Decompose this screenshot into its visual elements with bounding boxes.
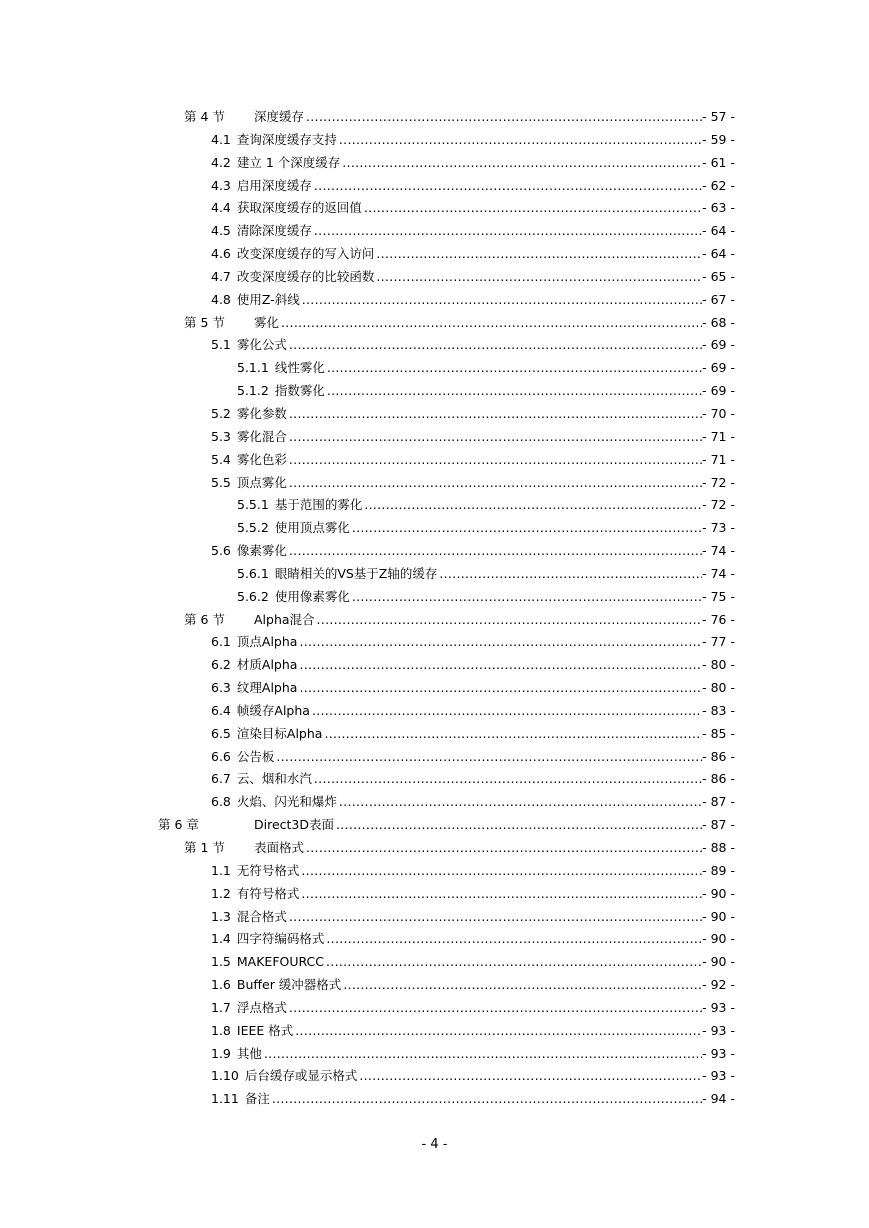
toc-entry-title: 查询深度缓存支持 [236,131,337,147]
toc-entry-number: 5.5 [211,474,231,490]
toc-entry-sub[interactable] [0,472,869,495]
dot-leader [324,951,702,974]
dot-leader [299,860,702,883]
toc-entry-page: - 87 - [702,794,735,810]
toc-entry-number: 5.6.2 [237,588,269,604]
toc-entry-title: 雾化 [254,314,280,330]
toc-entry-number: 1.2 [211,885,231,901]
toc-entry-title: 帧缓存Alpha [236,702,310,718]
toc-entry-sub[interactable] [0,243,869,266]
toc-entry-sub[interactable] [0,860,869,883]
toc-entry-page: - 70 - [702,405,735,421]
toc-entry-number: 1.4 [211,931,231,947]
toc-entry-page: - 90 - [702,931,735,947]
toc-entry-sub[interactable] [0,1088,869,1111]
toc-entry-title: 公告板 [236,748,275,764]
toc-entry-page: - 86 - [702,748,735,764]
toc-entry-subsub[interactable] [0,586,869,609]
toc-entry-page: - 94 - [702,1091,735,1107]
toc-entry-sub[interactable] [0,152,869,175]
toc-entry-title: 四字符编码格式 [236,931,325,947]
dot-leader [437,563,702,586]
toc-entry-number: 6.2 [211,657,231,673]
dot-leader [337,129,702,152]
dot-leader [350,517,702,540]
toc-entry-title: 渲染目标Alpha [236,725,323,741]
toc-entry-title: Direct3D表面 [254,817,335,833]
toc-entry-title: 指数雾化 [274,383,325,399]
toc-entry-number: 6.5 [211,725,231,741]
toc-entry-title: 雾化色彩 [236,451,287,467]
toc-entry-title: 云、烟和水汽 [236,771,312,787]
toc-entry-number: 5.6.1 [237,565,269,581]
toc-entry-number: 5.6 [211,543,231,559]
toc-entry-number: 4.2 [211,154,231,170]
dot-leader [350,586,702,609]
toc-entry-sub[interactable] [0,997,869,1020]
toc-entry-number: 6.4 [211,702,231,718]
toc-entry-section[interactable] [0,837,869,860]
dot-leader [357,1065,702,1088]
toc-entry-sub[interactable] [0,951,869,974]
toc-entry-title: 其他 [236,1045,262,1061]
dot-leader [362,494,702,517]
toc-entry-sub[interactable] [0,791,869,814]
toc-entry-page: - 69 - [702,360,735,376]
toc-entry-sub[interactable] [0,1020,869,1043]
toc-entry-number: 1.1 [211,862,231,878]
dot-leader [297,631,702,654]
toc-entry-number: 第 5 节 [184,314,225,330]
toc-entry-subsub[interactable] [0,380,869,403]
dot-leader [299,883,702,906]
toc-entry-title: 使用Z-斜线 [236,291,300,307]
toc-entry-number: 第 4 节 [184,109,225,124]
toc-entry-number: 第 6 节 [184,611,225,627]
toc-entry-page: - 75 - [702,588,735,604]
dot-leader [279,312,702,335]
toc-entry-page: - 83 - [702,702,735,718]
toc-entry-page: - 72 - [702,497,735,513]
toc-entry-page: - 74 - [702,543,735,559]
toc-entry-title: 雾化参数 [236,405,287,421]
toc-entry-title: 使用像素雾化 [274,588,350,604]
toc-entry-sub[interactable] [0,928,869,951]
toc-entry-sub[interactable] [0,175,869,198]
dot-leader [312,175,702,198]
toc-entry-sub[interactable] [0,631,869,654]
dot-leader [304,837,702,860]
toc-entry-page: - 64 - [702,223,735,239]
toc-entry-sub[interactable] [0,197,869,220]
toc-entry-page: - 76 - [702,611,735,627]
toc-entry-title: 表面格式 [254,840,305,855]
toc-entry-sub[interactable] [0,700,869,723]
dot-leader [324,928,702,951]
toc-entry-page: - 69 - [702,383,735,399]
toc-entry-number: 1.5 [211,954,231,970]
dot-leader [300,289,702,312]
toc-entry-page: - 73 - [702,520,735,536]
toc-entry-title: 材质Alpha [236,657,298,673]
toc-entry-page: - 80 - [702,657,735,673]
toc-entry-number: 第 6 章 [158,817,199,833]
dot-leader [270,1088,702,1111]
toc-entry-number: 5.5.2 [237,520,269,536]
toc-entry-page: - 69 - [702,337,735,353]
toc-entry-page: - 93 - [702,1068,735,1084]
dot-leader [287,403,702,426]
toc-entry-page: - 67 - [702,291,735,307]
dot-leader [287,449,702,472]
toc-entry-page: - 61 - [702,154,735,170]
toc-entry-page: - 64 - [702,246,735,262]
dot-leader [362,197,702,220]
toc-entry-title: 备注 [244,1091,270,1107]
toc-entry-title: 清除深度缓存 [236,223,312,239]
toc-entry-number: 1.10 [211,1068,239,1084]
toc-entry-number: 1.3 [211,908,231,924]
toc-entry-title: MAKEFOURCC [236,954,325,970]
page-number: - 4 - [421,1137,448,1152]
toc-entry-title: 深度缓存 [254,109,305,124]
toc-entry-title: 改变深度缓存的比较函数 [236,268,375,284]
toc-entry-title: 使用顶点雾化 [274,520,350,536]
toc-entry-title: 改变深度缓存的写入访问 [236,246,375,262]
toc-entry-subsub[interactable] [0,494,869,517]
toc-entry-page: - 71 - [702,451,735,467]
dot-leader [293,1020,702,1043]
toc-entry-number: 5.1 [211,337,231,353]
toc-entry-page: - 87 - [702,817,735,833]
toc-entry-number: 1.7 [211,999,231,1015]
toc-entry-number: 5.3 [211,428,231,444]
toc-entry-sub[interactable] [0,403,869,426]
toc-entry-title: 眼睛相关的VS基于Z轴的缓存 [274,565,438,581]
toc-entry-sub[interactable] [0,334,869,357]
toc-entry-page: - 93 - [702,1022,735,1038]
toc-entry-page: - 74 - [702,565,735,581]
dot-leader [262,1043,702,1066]
toc-entry-page: - 90 - [702,908,735,924]
toc-entry-page: - 93 - [702,1045,735,1061]
toc-entry-title: 纹理Alpha [236,680,298,696]
toc-entry-chapter[interactable] [0,814,869,837]
toc-entry-number: 1.11 [211,1091,239,1107]
dot-leader [312,768,702,791]
toc-entry-title: IEEE 格式 [236,1022,294,1038]
toc-entry-sub[interactable] [0,746,869,769]
dot-leader [274,746,702,769]
toc-entry-title: 混合格式 [236,908,287,924]
toc-entry-page: - 62 - [702,177,735,193]
toc-entry-sub[interactable] [0,266,869,289]
toc-entry-sub[interactable] [0,220,869,243]
toc-entry-sub[interactable] [0,883,869,906]
toc-entry-page: - 93 - [702,999,735,1015]
toc-entry-number: 4.3 [211,177,231,193]
toc-entry-subsub[interactable] [0,517,869,540]
dot-leader [310,700,702,723]
toc-entry-title: 浮点格式 [236,999,287,1015]
toc-entry-section[interactable] [0,312,869,335]
toc-entry-title: 顶点雾化 [236,474,287,490]
toc-entry-page: - 88 - [702,840,735,855]
dot-leader [287,540,702,563]
dot-leader [287,906,702,929]
toc-entry-subsub[interactable] [0,563,869,586]
toc-entry-title: 火焰、闪光和爆炸 [236,794,337,810]
dot-leader [322,723,702,746]
dot-leader [312,220,702,243]
dot-leader [287,426,702,449]
toc-entry-number: 4.6 [211,246,231,262]
dot-leader [304,106,702,129]
toc-entry-number: 5.1.1 [237,360,269,376]
dot-leader [297,654,702,677]
dot-leader [337,791,702,814]
toc-entry-sub[interactable] [0,974,869,997]
dot-leader [287,997,702,1020]
toc-entry-page: - 72 - [702,474,735,490]
toc-entry-title: 获取深度缓存的返回值 [236,200,362,216]
toc-entry-sub[interactable] [0,768,869,791]
toc-entry-number: 5.4 [211,451,231,467]
toc-entry-page: - 90 - [702,885,735,901]
dot-leader [340,152,702,175]
toc-entry-page: - 90 - [702,954,735,970]
toc-entry-title: Alpha混合 [254,611,315,627]
toc-entry-title: 顶点Alpha [236,634,298,650]
toc-entry-sub[interactable] [0,677,869,700]
toc-entry-number: 第 1 节 [184,840,225,855]
toc-entry-number: 6.3 [211,680,231,696]
toc-entry-page: - 57 - [702,109,735,124]
toc-entry-sub[interactable] [0,129,869,152]
dot-leader [287,472,702,495]
dot-leader [341,974,702,997]
toc-entry-page: - 68 - [702,314,735,330]
toc-entry-number: 1.9 [211,1045,231,1061]
toc-entry-title: 有符号格式 [236,885,300,901]
table-of-contents [0,106,869,1111]
toc-entry-title: 雾化混合 [236,428,287,444]
toc-entry-section[interactable] [0,609,869,632]
toc-entry-sub[interactable] [0,1043,869,1066]
toc-entry-sub[interactable] [0,289,869,312]
toc-entry-title: 基于范围的雾化 [274,497,363,513]
dot-leader [334,814,702,837]
dot-leader [297,677,702,700]
toc-entry-number: 4.7 [211,268,231,284]
toc-entry-page: - 63 - [702,200,735,216]
toc-entry-sub[interactable] [0,426,869,449]
dot-leader [325,357,702,380]
toc-entry-subsub[interactable] [0,357,869,380]
toc-entry-number: 6.8 [211,794,231,810]
toc-entry-number: 6.1 [211,634,231,650]
toc-entry-page: - 77 - [702,634,735,650]
dot-leader [315,609,703,632]
toc-entry-page: - 92 - [702,977,735,993]
toc-entry-number: 6.7 [211,771,231,787]
toc-entry-number: 5.2 [211,405,231,421]
toc-entry-page: - 85 - [702,725,735,741]
toc-entry-page: - 71 - [702,428,735,444]
toc-entry-sub[interactable] [0,723,869,746]
toc-entry-page: - 80 - [702,680,735,696]
toc-entry-sub[interactable] [0,449,869,472]
dot-leader [287,334,702,357]
toc-entry-page: - 89 - [702,862,735,878]
toc-entry-number: 4.1 [211,131,231,147]
toc-entry-title: 线性雾化 [274,360,325,376]
toc-entry-number: 4.8 [211,291,231,307]
toc-entry-title: Buffer 缓冲器格式 [236,977,342,993]
toc-entry-number: 4.4 [211,200,231,216]
toc-entry-title: 无符号格式 [236,862,300,878]
toc-entry-number: 4.5 [211,223,231,239]
toc-entry-sub[interactable] [0,906,869,929]
dot-leader [325,380,702,403]
toc-entry-page: - 86 - [702,771,735,787]
toc-entry-number: 1.6 [211,977,231,993]
toc-entry-title: 后台缓存或显示格式 [244,1068,358,1084]
dot-leader [374,243,702,266]
toc-entry-page: - 65 - [702,268,735,284]
toc-entry-title: 雾化公式 [236,337,287,353]
toc-entry-sub[interactable] [0,654,869,677]
toc-entry-sub[interactable] [0,540,869,563]
toc-entry-page: - 59 - [702,131,735,147]
toc-entry-title: 建立 1 个深度缓存 [236,154,341,170]
toc-entry-title: 启用深度缓存 [236,177,312,193]
toc-entry-section[interactable] [0,106,869,129]
toc-entry-number: 5.1.2 [237,383,269,399]
toc-entry-title: 像素雾化 [236,543,287,559]
toc-entry-number: 5.5.1 [237,497,269,513]
toc-entry-sub[interactable] [0,1065,869,1088]
toc-entry-number: 6.6 [211,748,231,764]
toc-entry-number: 1.8 [211,1022,231,1038]
dot-leader [374,266,702,289]
